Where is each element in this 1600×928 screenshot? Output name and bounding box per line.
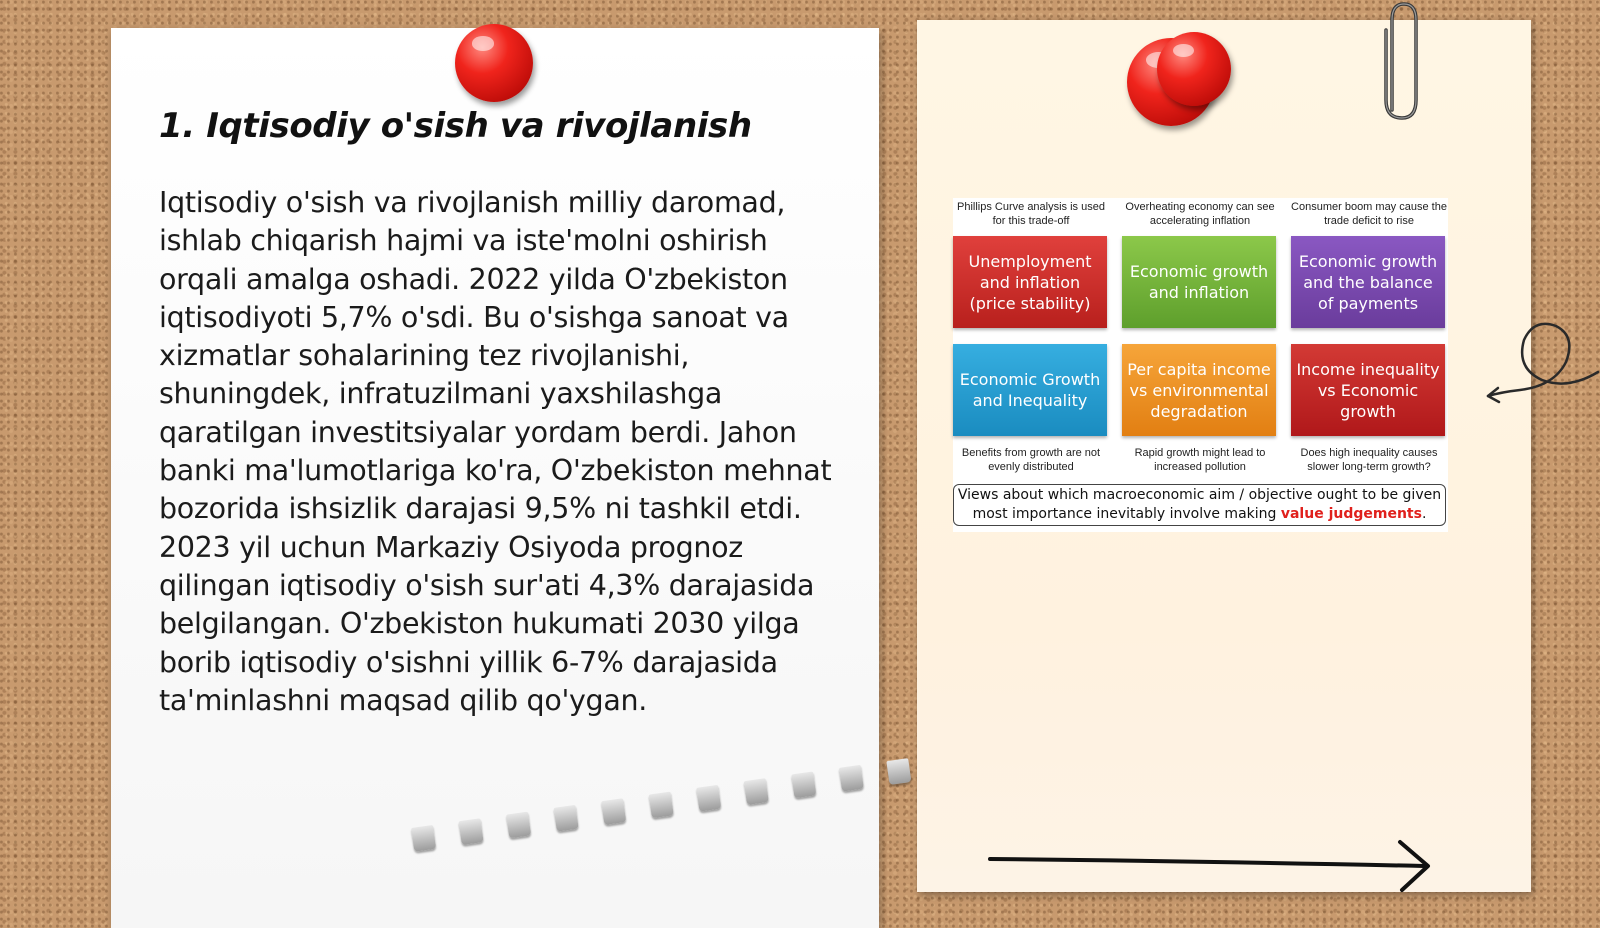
box-growth-inflation: Economic growth and inflation [1122, 236, 1276, 328]
red-pushpin-icon [455, 24, 533, 102]
red-pushpin-icon [1157, 32, 1231, 106]
curly-arrow-icon [1480, 310, 1600, 410]
slide-body-text: Iqtisodiy o'sish va rivojlanish milliy daromad, ishlab chiqarish hajmi va iste'molni oshirish orqali amalga oshadi. 2022 yilda O'zbekiston iqtisodiyoti 5,7% o'sdi. Bu o'sishga sanoat va xizmatlar sohalarining tez rivojlanishi, shuningdek, infratuzilmani yaxshilashga qaratilgan investitsiyalar yordam berdi. Jahon banki ma'lumotlariga ko'ra, O'zbekiston mehnat bozorida ishsizlik darajasi 9,5% ni tashkil etdi. 2023 yil uchun Markaziy Osiyoda prognoz qilingan iqtisodiy o'sish sur'ati 4,3% darajasida belgilangan. O'zbekiston hukumati 2030 yilga borib iqtisodiy o'sishni yillik 6-7% darajasida ta'minlashni maqsad qilib qo'ygan. [159, 186, 832, 717]
note-overheating: Overheating economy can see accelerating inflation [1125, 201, 1275, 227]
box-unemployment-inflation: Unemployment and inflation (price stability) [953, 236, 1107, 328]
box-inequality-growth: Income inequality vs Economic growth [1291, 344, 1445, 436]
note-pollution: Rapid growth might lead to increased pollution [1134, 447, 1266, 473]
note-phillips-curve: Phillips Curve analysis is used for this trade-off [957, 201, 1105, 227]
box-income-environment: Per capita income vs environmental degradation [1122, 344, 1276, 436]
value-judgements-summary [953, 484, 1446, 526]
box-growth-inequality: Economic Growth and Inequality [953, 344, 1107, 436]
box-growth-balance-of-payments: Economic growth and the balance of payments [1291, 236, 1445, 328]
note-consumer-boom: Consumer boom may cause the trade deficit to rise [1291, 201, 1447, 227]
note-inequality: Does high inequality causes slower long-term growth? [1300, 447, 1438, 473]
tradeoffs-infographic [953, 198, 1448, 532]
right-arrow-icon [988, 836, 1448, 896]
summary-suffix: . [1421, 506, 1427, 522]
summary-highlight: value judgements [1280, 506, 1422, 522]
note-benefits: Benefits from growth are not evenly distributed [961, 447, 1101, 473]
summary-text: Views about which macroeconomic aim / objective ought to be given most importance inevitably involve making [957, 487, 1442, 522]
paperclip-icon [1378, 0, 1424, 125]
slide-heading: 1. Iqtisodiy o'sish va rivojlanish [159, 106, 752, 146]
